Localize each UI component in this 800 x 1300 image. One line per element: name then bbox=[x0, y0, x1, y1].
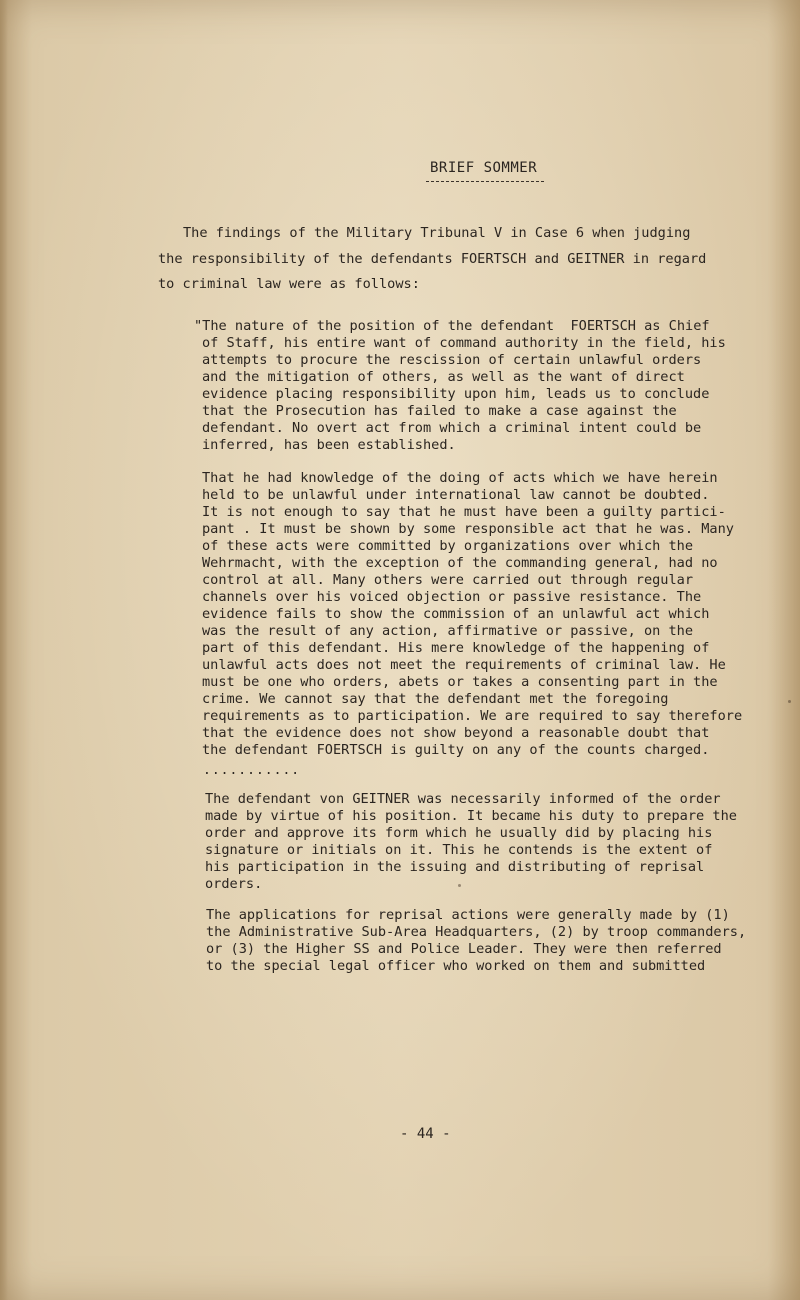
text-line: crime. We cannot say that the defendant met the foregoing bbox=[202, 691, 669, 707]
text-line: that the evidence does not show beyond a reasonable doubt that bbox=[202, 725, 710, 741]
text-line: order and approve its form which he usually did by placing his bbox=[205, 825, 713, 841]
text-line: That he had knowledge of the doing of acts which we have herein bbox=[202, 470, 718, 486]
text-line: must be one who orders, abets or takes a consenting part in the bbox=[202, 674, 718, 690]
text-line: inferred, has been established. bbox=[202, 437, 456, 453]
text-line: of Staff, his entire want of command authority in the field, his bbox=[202, 335, 726, 351]
text-line: It is not enough to say that he must have been a guilty partici- bbox=[202, 504, 726, 520]
page-edge-shadow bbox=[0, 0, 8, 1300]
document-title: BRIEF SOMMER bbox=[430, 160, 538, 176]
text-line: requirements as to participation. We are required to say therefore bbox=[202, 708, 743, 724]
text-line: and the mitigation of others, as well as the want of direct bbox=[202, 369, 685, 385]
text-line: the Administrative Sub-Area Headquarters, (2) by troop commanders, bbox=[206, 924, 747, 940]
text-line: the defendant FOERTSCH is guilty on any of the counts charged. bbox=[202, 742, 710, 758]
text-line: The applications for reprisal actions were generally made by (1) bbox=[206, 907, 730, 923]
paper-speck bbox=[788, 700, 791, 703]
text-line: Wehrmacht, with the exception of the commanding general, had no bbox=[202, 555, 718, 571]
title-underline bbox=[426, 181, 544, 182]
text-line: defendant. No overt act from which a criminal intent could be bbox=[202, 420, 702, 436]
text-line: "The nature of the position of the defendant FOERTSCH as Chief bbox=[194, 318, 710, 334]
text-line: evidence placing responsibility upon him, leads us to conclude bbox=[202, 386, 710, 402]
text-line: or (3) the Higher SS and Police Leader. They were then referred bbox=[206, 941, 722, 957]
text-line: unlawful acts does not meet the requirements of criminal law. He bbox=[202, 657, 726, 673]
text-line: pant . It must be shown by some responsible act that he was. Many bbox=[202, 521, 734, 537]
text-line: of these acts were committed by organizations over which the bbox=[202, 538, 694, 554]
text-line: evidence fails to show the commission of an unlawful act which bbox=[202, 606, 710, 622]
text-line: part of this defendant. His mere knowledge of the happening of bbox=[202, 640, 710, 656]
text-line: the responsibility of the defendants FOERTSCH and GEITNER in regard bbox=[158, 251, 707, 267]
omission-dots: ........... bbox=[203, 763, 301, 778]
text-line: was the result of any action, affirmative or passive, on the bbox=[202, 623, 694, 639]
text-line: The defendant von GEITNER was necessarily informed of the order bbox=[205, 791, 721, 807]
text-line: that the Prosecution has failed to make a case against the bbox=[202, 403, 677, 419]
text-line: The findings of the Military Tribunal V in Case 6 when judging bbox=[183, 225, 691, 241]
paper-speck bbox=[458, 884, 461, 887]
text-line: held to be unlawful under international law cannot be doubted. bbox=[202, 487, 710, 503]
text-line: his participation in the issuing and distributing of reprisal bbox=[205, 859, 705, 875]
page-number: - 44 - bbox=[400, 1126, 451, 1142]
text-line: made by virtue of his position. It became his duty to prepare the bbox=[205, 808, 737, 824]
text-line: to criminal law were as follows: bbox=[158, 276, 420, 292]
text-line: to the special legal officer who worked on them and submitted bbox=[206, 958, 706, 974]
text-line: channels over his voiced objection or passive resistance. The bbox=[202, 589, 702, 605]
text-line: attempts to procure the rescission of certain unlawful orders bbox=[202, 352, 702, 368]
text-line: signature or initials on it. This he contends is the extent of bbox=[205, 842, 713, 858]
text-line: control at all. Many others were carried out through regular bbox=[202, 572, 694, 588]
text-line: orders. bbox=[205, 876, 263, 892]
